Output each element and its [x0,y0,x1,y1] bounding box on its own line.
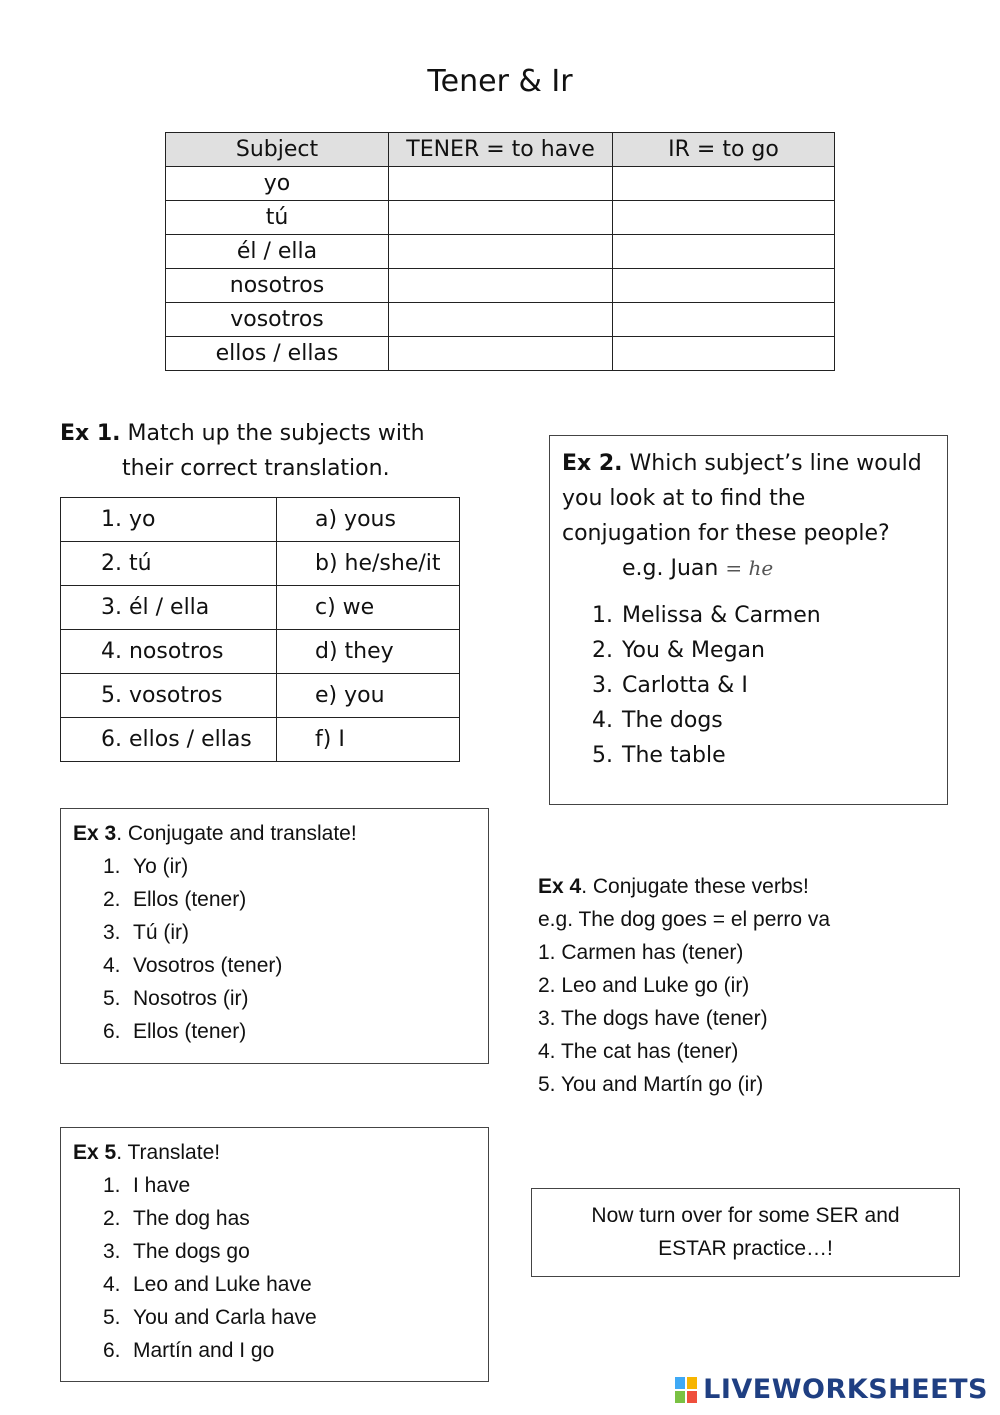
match-translation[interactable]: f) I [277,718,460,762]
header-subject: Subject [166,133,389,167]
ex2-label: Ex 2. [562,451,623,476]
ex5-item: I have [133,1174,191,1197]
match-subject[interactable]: 2. tú [61,542,277,586]
list-item: 3. The dogs go [103,1240,250,1263]
ex5-label: Ex 5 [73,1141,117,1164]
ex4-item: 3. The dogs have (tener) [538,1007,768,1030]
ex1-instructions [60,416,425,486]
match-translation[interactable]: c) we [277,586,460,630]
ex2-item: Carlotta & I [622,673,748,698]
turn-over-note [531,1188,960,1277]
ex4-example: e.g. The dog goes = el perro va [538,908,831,931]
liveworksheets-wordmark: LIVEWORKSHEETS [703,1374,988,1405]
list-item: 1. Yo (ir) [103,855,189,878]
table-row [166,337,835,371]
ex3-item: Nosotros (ir) [133,987,249,1010]
ex3-item: Yo (ir) [133,855,189,878]
table-row [166,201,835,235]
ex2-example-answer: = he [725,556,774,580]
match-translation[interactable]: d) they [277,630,460,674]
ex4-item: 2. Leo and Luke go (ir) [538,974,750,997]
tener-answer-cell[interactable] [389,167,613,201]
ex3-box [60,808,489,1064]
ex5-box [60,1127,489,1382]
ex2-list [562,598,935,773]
match-subject[interactable]: 5. vosotros [61,674,277,718]
ex5-item: The dog has [133,1207,250,1230]
match-translation[interactable]: a) yous [277,498,460,542]
subject-cell: tú [166,201,389,235]
ex3-item: Ellos (tener) [133,1020,247,1043]
ex2-instructions [562,446,935,551]
table-row [61,542,460,586]
ex1-label: Ex 1. [60,421,121,446]
match-translation[interactable]: e) you [277,674,460,718]
table-row [61,674,460,718]
ex3-list [73,850,476,1048]
table-row [61,630,460,674]
table-row [166,303,835,337]
ir-answer-cell[interactable] [613,201,835,235]
match-subject[interactable]: 4. nosotros [61,630,277,674]
subject-cell: él / ella [166,235,389,269]
list-item: 5. Nosotros (ir) [103,987,249,1010]
ex4-section [538,870,978,1101]
tener-answer-cell[interactable] [389,201,613,235]
table-row [166,269,835,303]
ex5-item: You and Carla have [133,1306,317,1329]
list-item: 6. Ellos (tener) [103,1020,247,1043]
ir-answer-cell[interactable] [613,303,835,337]
table-row [166,235,835,269]
list-item: 5. The table [592,743,726,768]
list-item: 5. You and Carla have [103,1306,317,1329]
list-item: 2. The dog has [103,1207,250,1230]
ex2-item: Melissa & Carmen [622,603,821,628]
list-item: 4. Vosotros (tener) [103,954,283,977]
header-ir: IR = to go [613,133,835,167]
match-subject[interactable]: 6. ellos / ellas [61,718,277,762]
ex4-instructions [538,870,978,903]
table-row [61,718,460,762]
ir-answer-cell[interactable] [613,167,835,201]
ex2-instruction: Which subject’s line would you look at to find the conjugation for these people? [562,451,922,546]
ex4-item: 5. You and Martín go (ir) [538,1073,764,1096]
list-item: 1. Melissa & Carmen [592,603,821,628]
ex5-list [73,1169,476,1367]
subject-cell: ellos / ellas [166,337,389,371]
ir-answer-cell[interactable] [613,337,835,371]
ex3-item: Ellos (tener) [133,888,247,911]
subject-cell: vosotros [166,303,389,337]
header-tener: TENER = to have [389,133,613,167]
ex4-label: Ex 4 [538,875,582,898]
liveworksheets-logo [675,1374,988,1405]
ex2-item: The table [622,743,726,768]
ex2-item: You & Megan [622,638,765,663]
ex2-box [549,435,948,805]
ex2-example [562,551,935,586]
subject-cell: nosotros [166,269,389,303]
list-item: 3. Carlotta & I [592,673,748,698]
ex3-instruction: . Conjugate and translate! [116,822,357,845]
list-item: 1. I have [103,1174,191,1197]
match-translation[interactable]: b) he/she/it [277,542,460,586]
tener-answer-cell[interactable] [389,303,613,337]
tener-answer-cell[interactable] [389,235,613,269]
table-header-row [166,133,835,167]
ir-answer-cell[interactable] [613,269,835,303]
ex5-instructions [73,1136,476,1169]
conjugation-table [165,132,835,371]
matching-table [60,497,460,762]
ex4-item: 4. The cat has (tener) [538,1040,739,1063]
ex4-item: 1. Carmen has (tener) [538,941,744,964]
ex3-item: Vosotros (tener) [133,954,283,977]
ex3-instructions [73,817,476,850]
tener-answer-cell[interactable] [389,269,613,303]
list-item: 6. Martín and I go [103,1339,275,1362]
list-item: 4. Leo and Luke have [103,1273,312,1296]
match-subject[interactable]: 1. yo [61,498,277,542]
list-item: 4. The dogs [592,708,723,733]
table-row [166,167,835,201]
list-item: 2. You & Megan [592,638,765,663]
note-line1: Now turn over for some SER and [591,1204,900,1227]
ex5-item: The dogs go [133,1240,250,1263]
ex1-instruction-line1: Match up the subjects with [127,421,425,446]
ex3-item: Tú (ir) [133,921,189,944]
ex4-instruction: . Conjugate these verbs! [581,875,809,898]
list-item: 2. Ellos (tener) [103,888,247,911]
table-row [61,586,460,630]
ex5-instruction: . Translate! [116,1141,221,1164]
match-subject[interactable]: 3. él / ella [61,586,277,630]
ex5-item: Martín and I go [133,1339,275,1362]
list-item: 3. Tú (ir) [103,921,189,944]
note-line2: ESTAR practice…! [658,1237,833,1260]
ex1-instruction-line2: their correct translation. [122,456,390,481]
ex2-example-prefix: e.g. Juan [622,556,719,581]
page-title: Tener & Ir [427,64,573,99]
subject-cell: yo [166,167,389,201]
ex2-item: The dogs [622,708,723,733]
liveworksheets-logo-icon [675,1377,699,1403]
ex5-item: Leo and Luke have [133,1273,312,1296]
table-row [61,498,460,542]
ir-answer-cell[interactable] [613,235,835,269]
ex3-label: Ex 3 [73,822,117,845]
tener-answer-cell[interactable] [389,337,613,371]
